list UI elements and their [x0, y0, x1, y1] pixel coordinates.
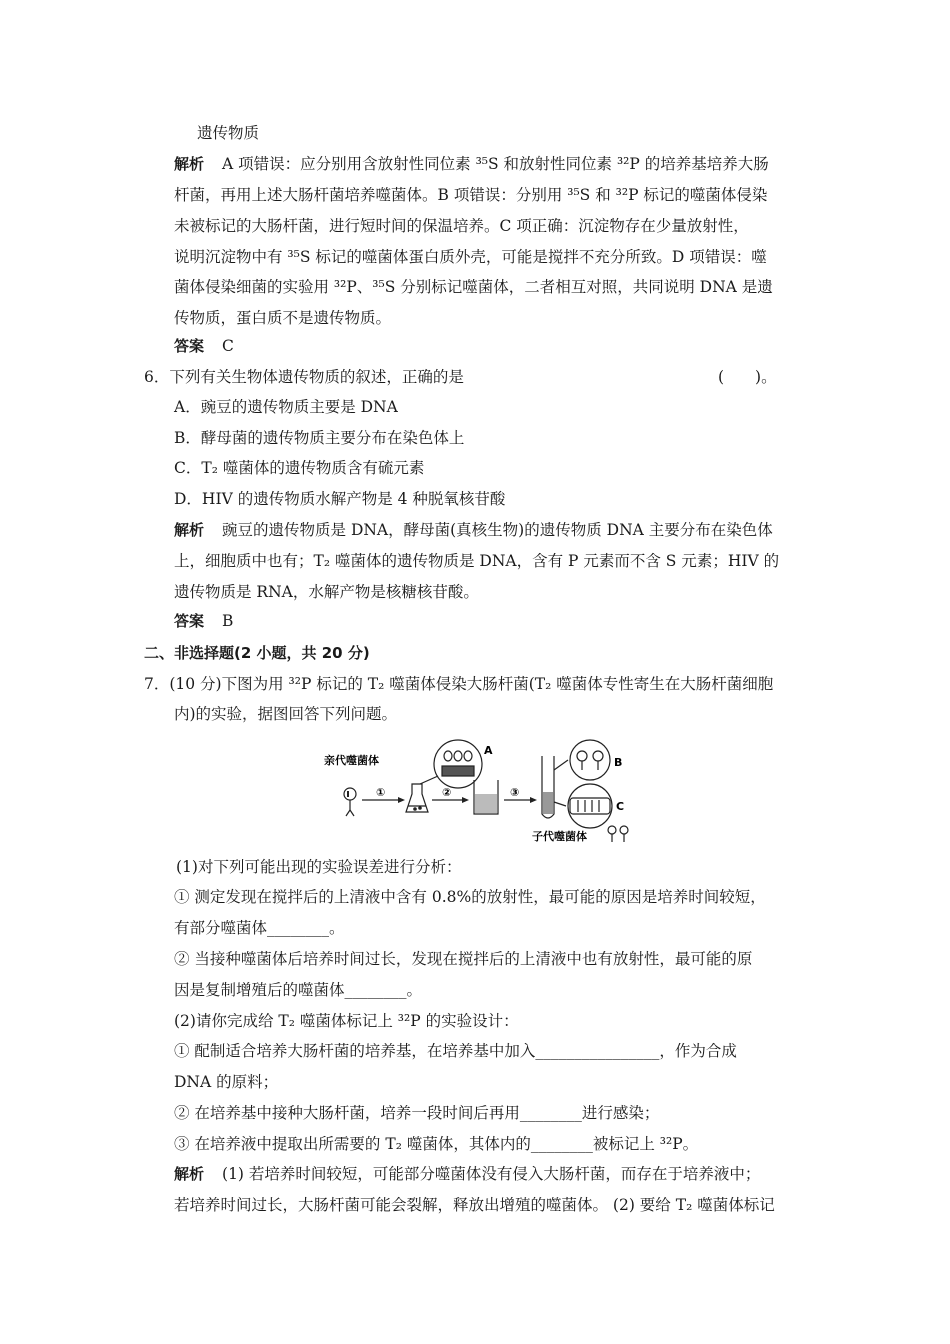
magnified-view-b — [570, 740, 610, 780]
phage-icon — [608, 826, 628, 842]
explanation-label: 解析 — [174, 1165, 205, 1183]
parent-phage-label: 亲代噬菌体 — [324, 754, 379, 767]
answer-line — [0, 331, 950, 361]
step-2-label: ② — [442, 786, 452, 799]
text-line: 因是复制增殖后的噬菌体________。 — [174, 981, 423, 999]
text-line: 上，细胞质中也有；T₂ 噬菌体的遗传物质是 DNA，含有 P 元素而不含 S 元素；HIV 的 — [174, 552, 780, 570]
text-line: 传物质，蛋白质不是遗传物质。 — [174, 309, 392, 327]
flask-icon — [406, 784, 428, 812]
option-d: D．HIV 的遗传物质水解产物是 4 种脱氧核苷酸 — [174, 490, 506, 508]
beaker-icon — [474, 780, 498, 814]
text-line: ③ 在培养液中提取出所需要的 T₂ 噬菌体，其体内的________被标记上 ³²P。 — [174, 1135, 699, 1153]
arrow-1-head — [398, 797, 405, 803]
step-1-label: ① — [376, 786, 386, 799]
arrow-2-head — [462, 797, 469, 803]
option-c: C．T₂ 噬菌体的遗传物质含有硫元素 — [174, 459, 425, 477]
child-phage-label: 子代噬菌体 — [532, 830, 587, 843]
option-b: B．酵母菌的遗传物质主要分布在染色体上 — [174, 429, 465, 447]
text-line: ① 测定发现在搅拌后的上清液中含有 0.8%的放射性，最可能的原因是培养时间较短， — [174, 888, 766, 906]
question-6 — [0, 362, 950, 392]
section-heading — [0, 638, 950, 668]
text-line: (2)请你完成给 T₂ 噬菌体标记上 ³²P 的实验设计： — [174, 1012, 519, 1030]
arrow-3-head — [530, 797, 537, 803]
text-span: 豌豆的遗传物质是 DNA，酵母菌(真核生物)的遗传物质 DNA 主要分布在染色体 — [222, 521, 773, 539]
text-line: 未被标记的大肠杆菌，进行短时间的保温培养。C 项正确：沉淀物存在少量放射性， — [174, 217, 749, 235]
text-line: 遗传物质是 RNA，水解产物是核糖核苷酸。 — [174, 583, 479, 601]
text-line: 遗传物质 — [197, 124, 260, 142]
question-text: 6．下列有关生物体遗传物质的叙述，正确的是 — [144, 368, 464, 386]
magnified-view-c — [568, 784, 612, 828]
label-b: B — [614, 756, 623, 769]
text-line: 有部分噬菌体________。 — [174, 919, 345, 937]
phage-icon — [344, 788, 356, 816]
magnified-view-a — [420, 740, 482, 788]
text-line: ② 在培养基中接种大肠杆菌，培养一段时间后再用________进行感染； — [174, 1104, 660, 1122]
option-a: A．豌豆的遗传物质主要是 DNA — [174, 398, 398, 416]
text-line: 杆菌，再用上述大肠杆菌培养噬菌体。B 项错误：分别用 ³⁵S 和 ³²P 标记的噬菌体侵染 — [174, 186, 768, 204]
answer-label: 答案 — [174, 612, 205, 630]
explanation-line — [0, 149, 950, 179]
text-span: (1) 若培养时间较短，可能部分噬菌体没有侵入大肠杆菌，而存在于培养液中； — [222, 1165, 761, 1183]
experiment-diagram — [320, 736, 640, 846]
explanation-label: 解析 — [174, 155, 205, 173]
text-line: 说明沉淀物中有 ³⁵S 标记的噬菌体蛋白质外壳，可能是搅拌不充分所致。D 项错误：噬 — [174, 248, 767, 266]
answer-label: 答案 — [174, 337, 205, 355]
answer-value: B — [222, 612, 234, 630]
text-line: (1)对下列可能出现的实验误差进行分析： — [176, 858, 462, 876]
text-line: ① 配制适合培养大肠杆菌的培养基，在培养基中加入________________，作为合成 — [174, 1042, 737, 1060]
text-span: A 项错误：应分别用含放射性同位素 ³⁵S 和放射性同位素 ³²P 的培养基培养大肠 — [222, 155, 769, 173]
text-line: ② 当接种噬菌体后培养时间过长，发现在搅拌后的上清液中也有放射性，最可能的原 — [174, 950, 753, 968]
explanation-line — [0, 1159, 950, 1189]
text-line: DNA 的原料； — [174, 1073, 279, 1091]
section-title: 二、非选择题(2 小题，共 20 分) — [144, 644, 370, 662]
answer-value: C — [222, 337, 234, 355]
explanation-label: 解析 — [174, 521, 205, 539]
answer-bracket: ( )。 — [718, 368, 777, 386]
text-line: 若培养时间过长，大肠杆菌可能会裂解，释放出增殖的噬菌体。 (2) 要给 T₂ 噬菌体标记 — [174, 1196, 775, 1214]
text-line: 内)的实验，据图回答下列问题。 — [174, 705, 398, 723]
question-7: 7．(10 分)下图为用 ³²P 标记的 T₂ 噬菌体侵染大肠杆菌(T₂ 噬菌体专性寄生在大肠杆菌细胞 — [144, 675, 774, 693]
label-c: C — [616, 800, 625, 813]
explanation-line — [0, 515, 950, 545]
text-line: 菌体侵染细菌的实验用 ³²P、³⁵S 分别标记噬菌体，二者相互对照，共同说明 DNA 是遗 — [174, 278, 773, 296]
test-tube-icon — [542, 756, 568, 818]
label-a: A — [484, 744, 493, 757]
step-3-label: ③ — [510, 786, 520, 799]
answer-line — [0, 606, 950, 636]
